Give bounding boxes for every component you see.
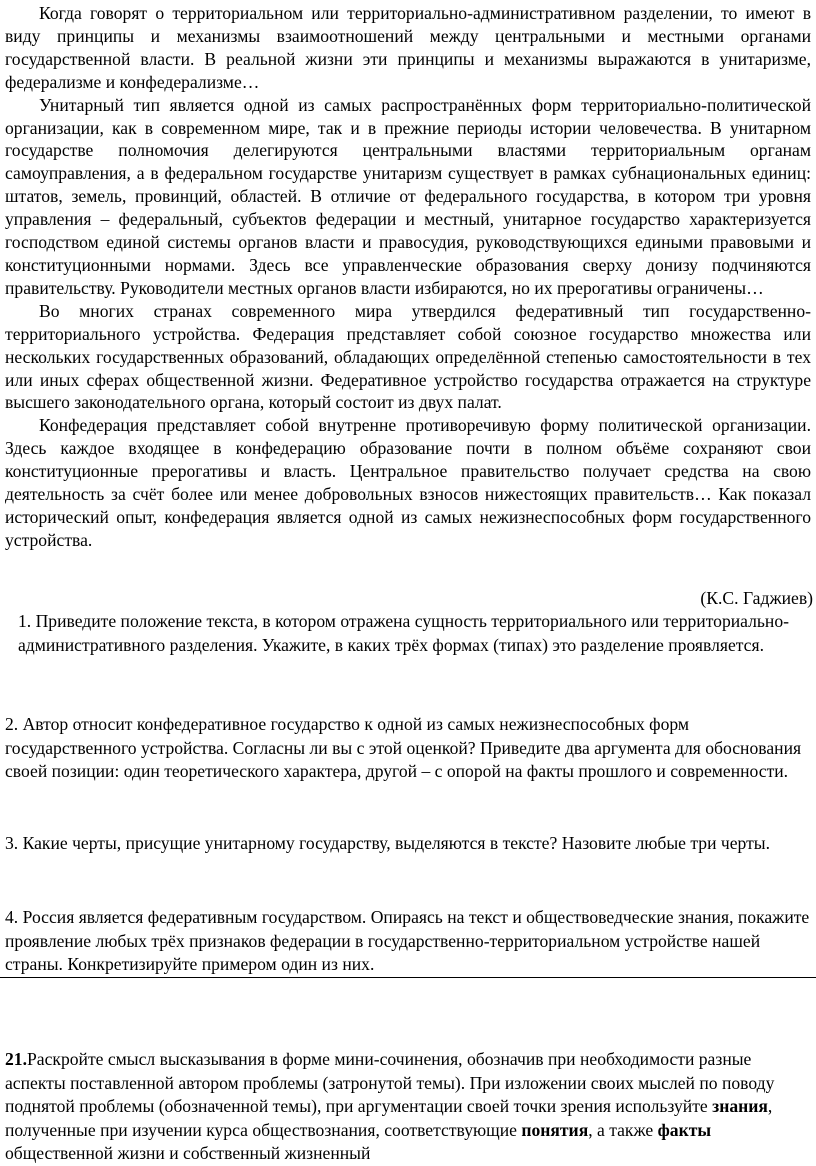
- question-1: 1. Приведите положение текста, в котором отражена сущность территориального или территориально-административного разделения. Укажите, в каких трёх формах (типах) это разделение проявляется.: [18, 611, 790, 655]
- question-4: 4. Россия является федеративным государством. Опираясь на текст и обществоведческие знания, покажите проявление любых трёх признаков федерации в государственно-территориальном устройстве нашей страны. Конкретизируйте примером один из них.: [5, 907, 810, 975]
- task-21-text-4: общественной жизни и собственный жизненный: [5, 1143, 371, 1164]
- question-2: 2. Автор относит конфедеративное государство к одной из самых нежизнеспособных форм государственного устройства. Согласны ли вы с этой оценкой? Приведите два аргумента для обоснования своей позиции: один теоретического характера, другой – с опорой на факты прошлого и современности.: [5, 714, 802, 782]
- task-21-bold-knowledge: знания: [712, 1096, 768, 1117]
- text-paragraph-4: Конфедерация представляет собой внутренне противоречивую форму политической организации. Здесь каждое входящее в конфедерацию образование почти в полном объёме сохраняют свои конституционные прерогативы и власть. Центральное правительство получает средства на свою деятельность за счёт более или менее добровольных взносов нижестоящих правительств… Как показал исторический опыт, конфедерация является одной из самых нежизнеспособных форм государственного устройства.: [5, 415, 811, 550]
- section-divider: [0, 977, 816, 978]
- task-21-text-1: Раскройте смысл высказывания в форме мини-сочинения, обозначив при необходимости разные аспекты поставленной автором проблемы (затронутой темы). При изложении своих мыслей по поводу поднятой проблемы (обозначенной темы), при аргументации своей точки зрения используйте: [5, 1049, 775, 1117]
- text-paragraph-2: Унитарный тип является одной из самых распространённых форм территориально-политической организации, как в современном мире, так и в прежние периоды истории человечества. В унитарном государстве полномочия делегируются центральными властями территориальным органам самоуправления, а в федеральном государстве унитаризм существует в рамках субнациональных единиц: штатов, земель, провинций, областей. В отличие от федерального государства, в котором три уровня управления – федеральный, субъектов федерации и местный, унитарное государство характеризуется господством единой системы органов власти и правосудия, руководствующихся едиными правовыми и конституционными нормами. Здесь все управленческие образования сверху донизу подчиняются правительству. Руководители местных органов власти избираются, но их прерогативы ограничены…: [5, 94, 811, 298]
- task-21-bold-concepts: понятия: [521, 1119, 589, 1140]
- question-3: 3. Какие черты, присущие унитарному государству, выделяются в тексте? Назовите любые три черты.: [5, 833, 771, 853]
- text-paragraph-1: Когда говорят о территориальном или территориально-административном разделении, то имеют в виду принципы и механизмы взаимоотношений между центральными и местными органами государственной власти. В реальной жизни эти принципы и механизмы выражаются в унитаризме, федерализме и конфедерализме…: [5, 3, 811, 92]
- task-21-text-2: , полученные при изучении курса обществознания, соответствующие: [5, 1096, 773, 1140]
- task-21-bold-facts: факты: [657, 1119, 712, 1140]
- author-attribution: (К.С. Гаджиев): [700, 588, 813, 608]
- task-21: [5, 1048, 811, 1166]
- task-21-number: 21.: [5, 1049, 27, 1069]
- task-21-text-3: , а также: [588, 1119, 658, 1140]
- source-text: [5, 2, 811, 552]
- text-paragraph-3: Во многих странах современного мира утвердился федеративный тип государственно-территориального устройства. Федерация представляет собой союзное государство множества или нескольких государственных образований, обладающих определённой степенью самостоятельности в тех или иных сферах общественной жизни. Федеративное устройство государства отражается на структуре высшего законодательного органа, который состоит из двух палат.: [5, 300, 811, 413]
